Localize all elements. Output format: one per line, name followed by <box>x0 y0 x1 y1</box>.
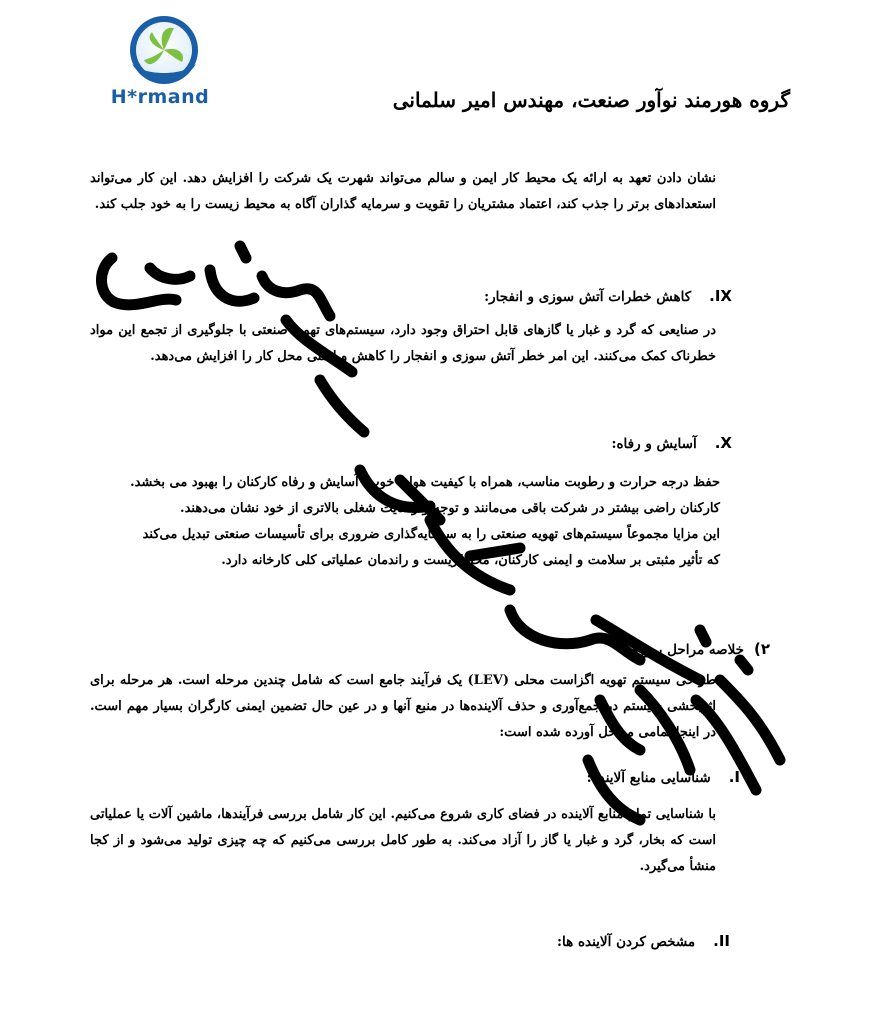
step-ii-heading <box>557 932 730 950</box>
step-i-heading <box>587 768 740 786</box>
logo-text: H*rmand <box>110 86 210 108</box>
header-title: گروه هورمند نوآور صنعت، مهندس امیر سلمانی <box>392 88 790 112</box>
section-x-number: X. <box>714 434 732 452</box>
section-2-title: خلاصه مراحل پروژه <box>631 642 744 658</box>
section-ix-number: IX. <box>709 287 732 305</box>
step-i-body: با شناسایی تمام منابع آلاینده در فضای کاری شروع می‌کنیم. این کار شامل بررسی فرآیندها، ماشین آلات یا عملیاتی است که بخار، گرد و غبار یا گاز را آزاد می‌کند. به طور کامل بررسی می‌کنیم که چه چیزی تولید می‌شود و از کجا منشأ می‌گیرد. <box>90 807 716 874</box>
section-2-number: ۲) <box>753 640 770 658</box>
section-ix-title: کاهش خطرات آتش سوزی و انفجار: <box>484 289 692 305</box>
section-x-line: که تأثیر مثبتی بر سلامت و ایمنی کارکنان، محیط‌زیست و راندمان عملیاتی کلی کارخانه دارد. <box>221 553 720 568</box>
section-x-body <box>96 470 720 574</box>
section-2-body: طراحی سیستم تهویه اگزاست محلی (LEV) یک فرآیند جامع است که شامل چندین مرحله است. هر مرحله برای اثربخشی سیستم در جمع‌آوری و حذف آلاینده‌ها در منبع آنها و در عین حال تضمین ایمنی کارگران بسیار مهم است. در اینجا تمامی مراحل آورده شده است: <box>90 673 716 740</box>
section-x-title: آسایش و رفاه: <box>611 436 697 452</box>
step-ii-number: II. <box>713 932 730 950</box>
section-x-heading <box>612 434 733 452</box>
step-ii-title: مشخص کردن آلاینده ها: <box>557 934 696 950</box>
step-i-number: I. <box>728 768 740 786</box>
step-i-title: شناسایی منابع آلاینده: <box>586 770 711 786</box>
section-2-heading <box>631 640 770 658</box>
section-x-line: حفظ درجه حرارت و رطوبت مناسب، همراه با کیفیت هوای خوب، آسایش و رفاه کارکنان را بهبود می بخشد. <box>130 475 720 490</box>
section-ix-body: در صنایعی که گرد و غبار یا گازهای قابل احتراق وجود دارد، سیستم‌های تهویه صنعتی با جلوگیری از تجمع این مواد خطرناک کمک می‌کنند. این امر خطر آتش سوزی و انفجار را کاهش و ایمنی محل کار را افزایش می‌دهد. <box>90 323 716 364</box>
intro-paragraph: نشان دادن تعهد به ارائه یک محیط کار ایمن و سالم می‌تواند شهرت یک شرکت را افزایش دهد. این کار می‌تواند استعدادهای برتر را جذب کند، اعتماد مشتریان را تقویت و سرمایه گذاران آگاه به محیط زیست را به خود جلب کند. <box>90 171 716 212</box>
section-x-line: کارکنان راضی بیشتر در شرکت باقی می‌مانند و توجه و رضایت شغلی بالاتری از خود نشان می‌دهند. <box>180 501 720 516</box>
section-x-line: این مزایا مجموعاً سیستم‌های تهویه صنعتی را به سرمایه‌گذاری ضروری برای تأسیسات صنعتی تبدیل می‌کند <box>142 527 720 542</box>
section-ix-heading <box>484 287 732 305</box>
